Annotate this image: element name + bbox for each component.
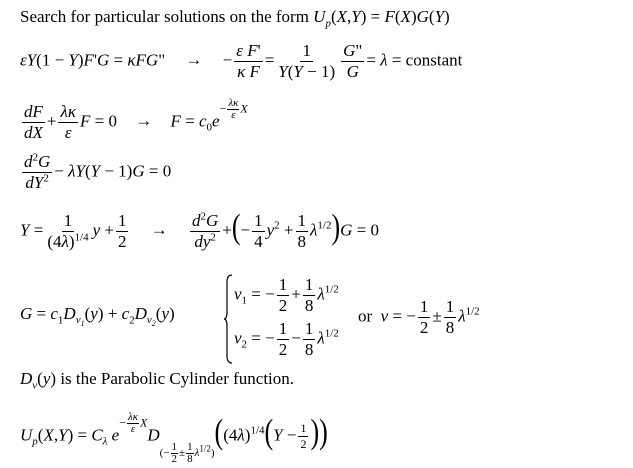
- arrow-icon: →: [150, 220, 168, 240]
- arrow-icon: →: [135, 111, 153, 131]
- nu-combined: or ν = − $\frac{1}{2}$ ± $\frac{1}{8}$ $\lambda^{1/2}$: [358, 297, 480, 337]
- parabolic-cylinder-note: $D_\nu(y)$ is the Parabolic Cylinder function.: [20, 369, 295, 392]
- G-equation: $\frac{d^2G}{dY^2}$ − λY(Y − 1)G = 0: [24, 151, 172, 192]
- arrow-icon: →: [185, 50, 203, 70]
- left-brace-icon: [223, 274, 233, 364]
- nu1-definition: $\nu_1$ = − $\frac{1}{2}$ + $\frac{1}{8}$ $\lambda^{1/2}$: [234, 275, 339, 315]
- final-solution: $U_p(X,Y) = C_\lambda$ e− $\frac{\lambda\kappa}{\varepsilon}$ XD(− $\frac{1}{2}$ ± $\frac{1}{8}$ $\lambda^{1/2})((4\lambda)^{1/4}(Y$ − $\frac{1}{2}$ )): [20, 411, 328, 466]
- line-search-particular-solutions: Search for particular solutions on the form $U_p(X,Y) = F(X)G(Y)$: [20, 7, 450, 30]
- intro-text: Search for particular solutions on the form: [20, 7, 314, 26]
- general-solution-G: $G = c_1D_{\nu_1}(y) + c_2D_{\nu_2}(y)$: [20, 304, 175, 329]
- or-word: or: [358, 306, 373, 326]
- F-equation: $\frac{dF}{dX}$ + $\frac{\lambda\kappa}{\varepsilon}$ $F = 0 \to F = c_0e-$ $\frac{\lambda\kappa}{\varepsilon}$ X: [24, 97, 248, 142]
- nu2-definition: $\nu_2$ = − $\frac{1}{2}$ − $\frac{1}{8}$ $\lambda^{1/2}$: [234, 319, 339, 359]
- variable-transform: Y = $\frac{1}{(4\lambda)^{1/4}}$ y + $\frac{1}{2}$ → $\frac{d^2G}{dy^2}$ +(− $\frac{1}{4}$ $y^2$ + $\frac{1}{8}$ $\lambda^{1/2})G = 0$: [20, 207, 379, 251]
- note-text: is the Parabolic Cylinder function.: [56, 369, 295, 388]
- separation-equation: εY(1 − Y)F'G = κFG" → − $\frac{\text{ε F'}}{\text{κ F}}$ = $\frac{1}{Y(Y - 1)}$ $\frac{G"}{G}$ = λ = constant: [20, 41, 463, 81]
